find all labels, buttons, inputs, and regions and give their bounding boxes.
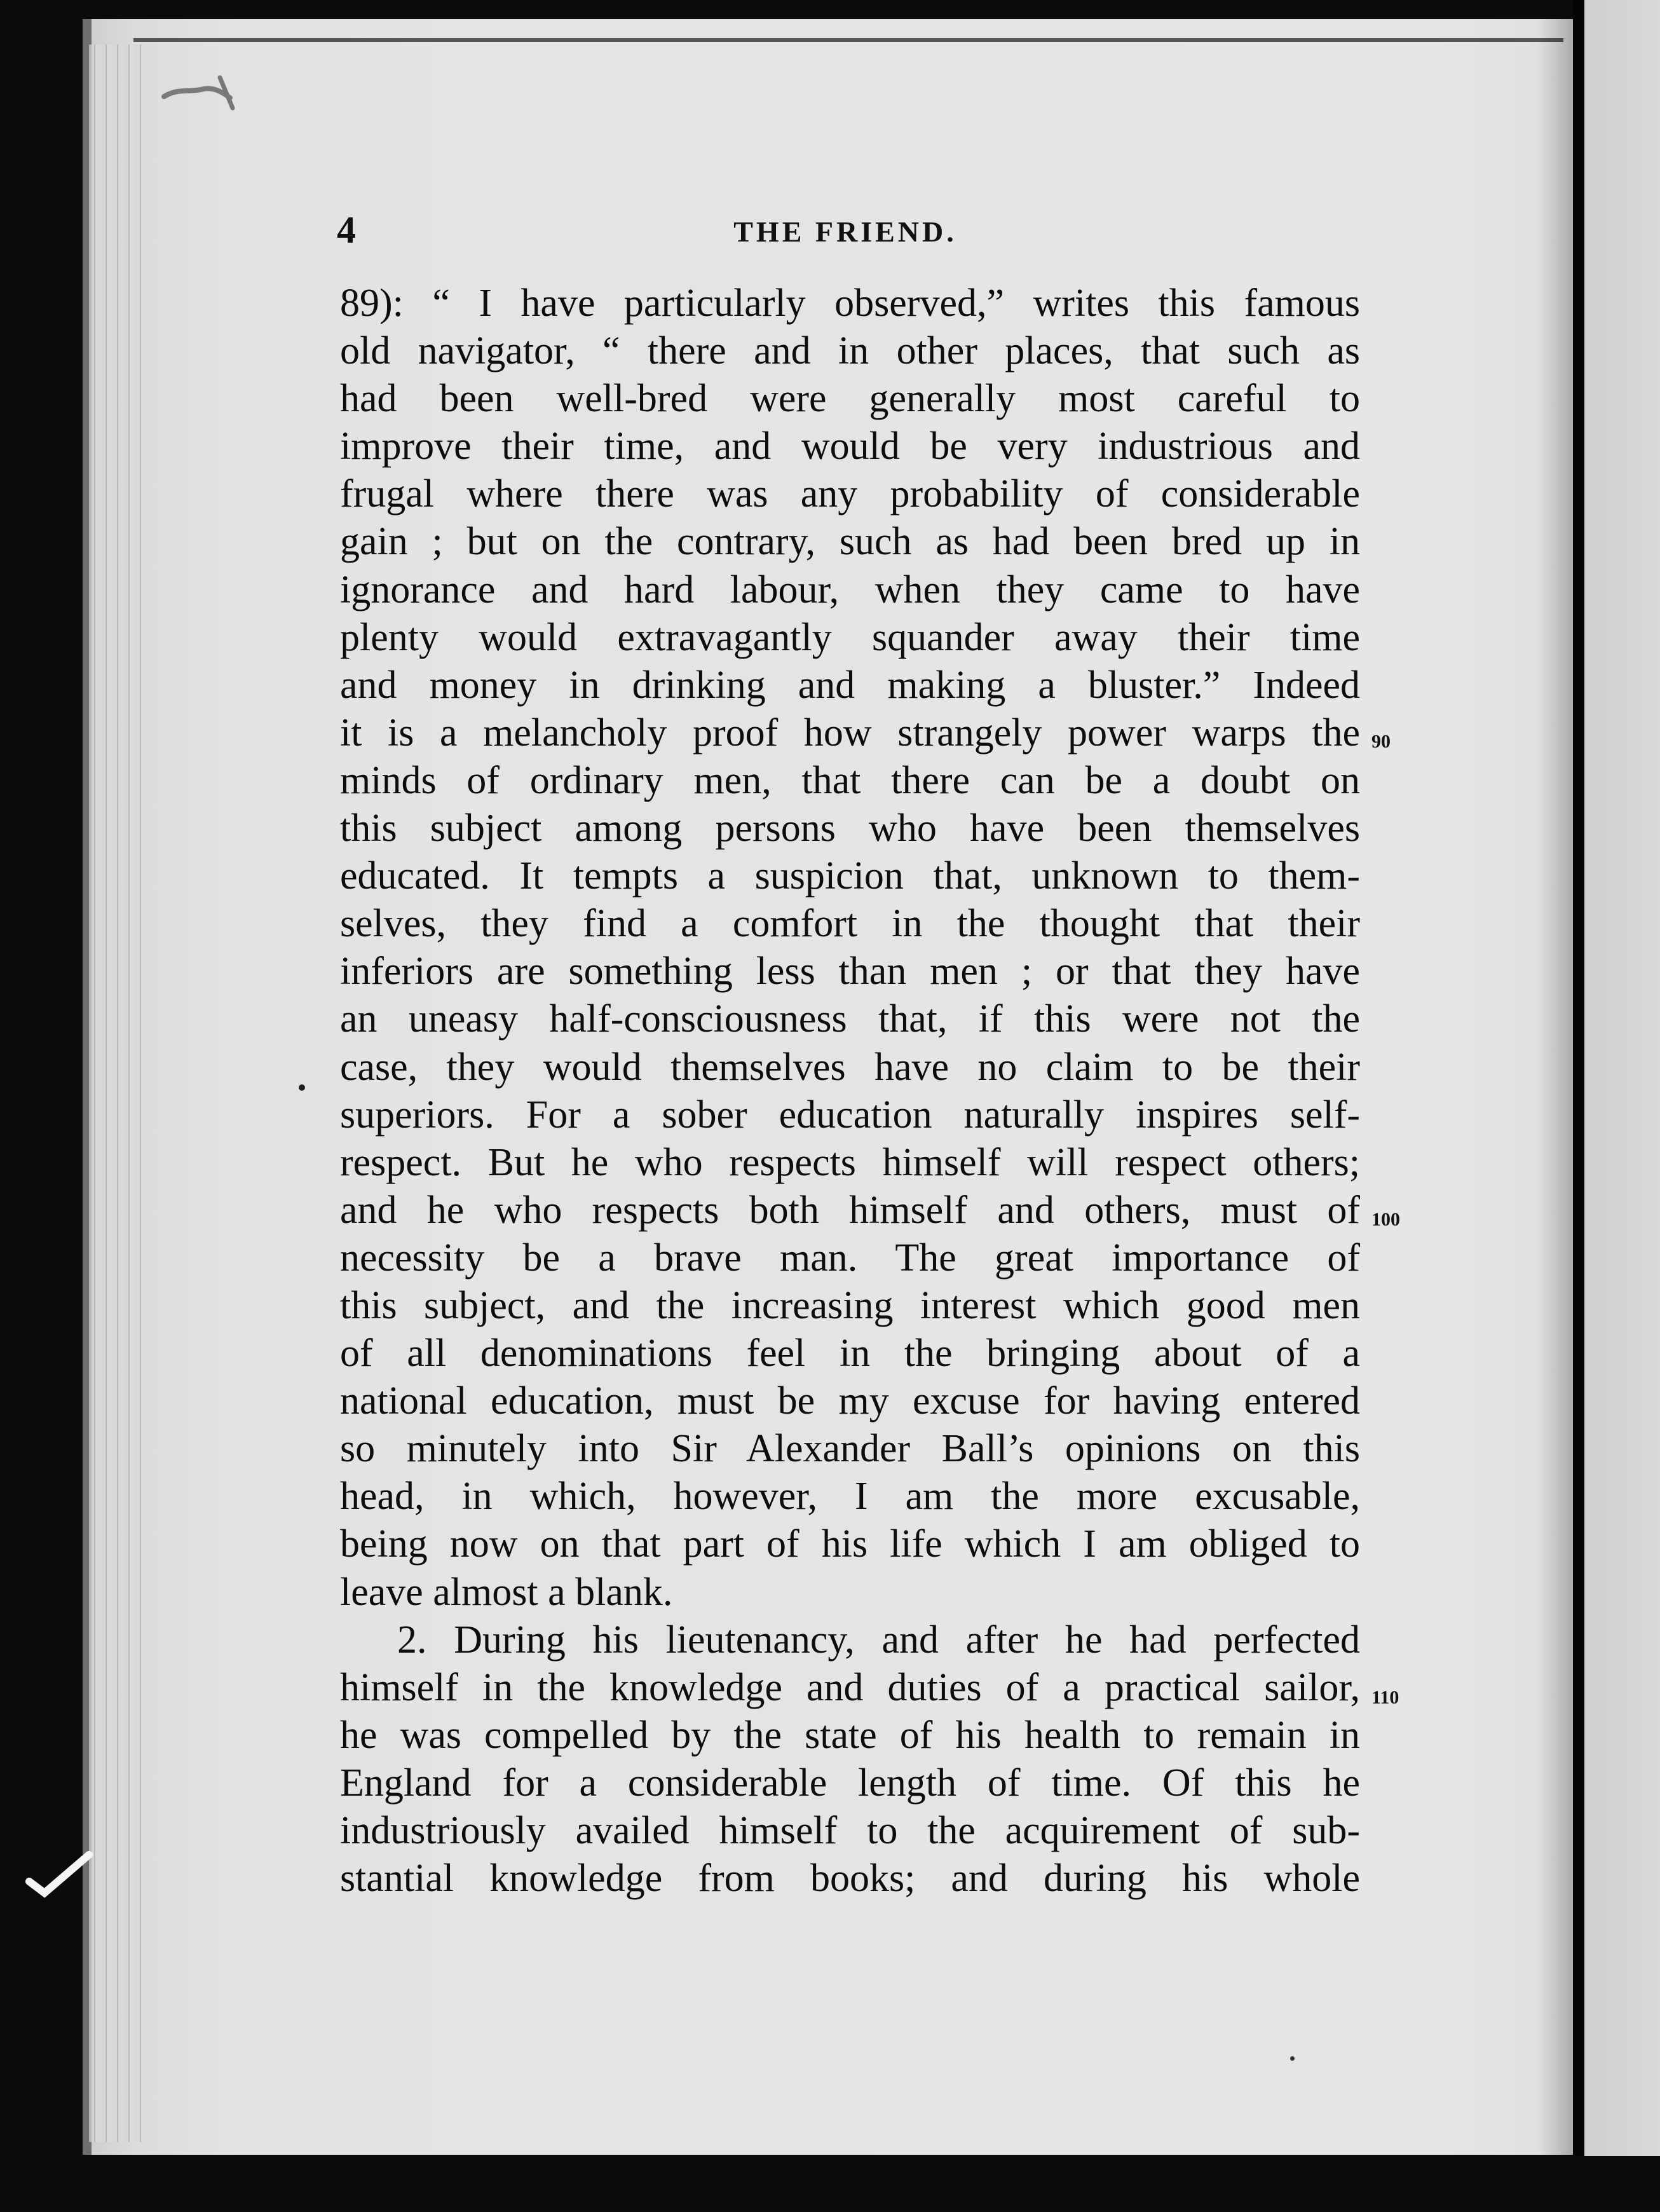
stray-ink-dot — [1290, 2056, 1295, 2061]
text-line: improve their time, and would be very industrious and — [340, 425, 1360, 468]
margin-line-number: 100 — [1371, 1209, 1400, 1230]
text-line: frugal where there was any probability of considerable — [340, 472, 1360, 516]
text-line: old navigator, “ there and in other places, that such as — [340, 329, 1360, 373]
running-head — [337, 208, 1354, 266]
text-line: inferiors are something less than men ; or that they have — [340, 950, 1360, 993]
text-line: industriously availed himself to the acquirement of sub- — [340, 1809, 1360, 1852]
page-title: THE FRIEND. — [733, 215, 957, 248]
text-line: England for a considerable length of time. Of this he — [340, 1761, 1360, 1805]
body-text — [340, 280, 1360, 1902]
text-line: 89): “ I have particularly observed,” writes this famous — [340, 282, 1360, 325]
text-line: stantial knowledge from books; and during his whole — [340, 1857, 1360, 1901]
text-line: and money in drinking and making a bluster.” Indeed — [340, 663, 1360, 707]
text-line: superiors. For a sober education naturally inspires self- — [340, 1093, 1360, 1137]
margin-line-number: 90 — [1371, 731, 1391, 752]
text-line: 2. During his lieutenancy, and after he had perfected — [397, 1618, 1360, 1662]
margin-line-number: 110 — [1371, 1687, 1399, 1708]
text-line: so minutely into Sir Alexander Ball’s opinions on this — [340, 1427, 1360, 1471]
text-line: had been well-bred were generally most careful to — [340, 377, 1360, 421]
text-line: educated. It tempts a suspicion that, unknown to them- — [340, 854, 1360, 898]
text-line: it is a melancholy proof how strangely power warps the — [340, 711, 1360, 754]
page-edges — [89, 44, 146, 2142]
text-line: gain ; but on the contrary, such as had been bred up in — [340, 520, 1360, 564]
text-line: ignorance and hard labour, when they came to have — [340, 568, 1360, 611]
pencil-mark-icon — [159, 70, 242, 121]
gutter-shadow — [1538, 19, 1576, 2161]
text-line: minds of ordinary men, that there can be a doubt on — [340, 758, 1360, 802]
text-line: himself in the knowledge and duties of a practical sailor, — [340, 1665, 1360, 1709]
scan-bottom-border — [0, 2156, 1660, 2212]
text-line: this subject, and the increasing interest which good men — [340, 1283, 1360, 1327]
text-line: he was compelled by the state of his health to remain in — [340, 1713, 1360, 1757]
text-line: of all denominations feel in the bringing about of a — [340, 1332, 1360, 1376]
text-line: selves, they find a comfort in the thought that their — [340, 902, 1360, 946]
text-line: being now on that part of his life which I am obliged to — [340, 1522, 1360, 1566]
facing-page-edge — [1573, 0, 1660, 2212]
text-line: an uneasy half-consciousness that, if this were not the — [340, 997, 1360, 1041]
text-line: case, they would themselves have no claim to be their — [340, 1045, 1360, 1089]
text-line: respect. But he who respects himself will respect others; — [340, 1140, 1360, 1184]
text-line: plenty would extravagantly squander away their time — [340, 615, 1360, 659]
text-line: leave almost a blank. — [340, 1570, 673, 1614]
page-number: 4 — [337, 209, 356, 251]
text-line: and he who respects both himself and others, must of — [340, 1188, 1360, 1232]
text-line: national education, must be my excuse for having entered — [340, 1379, 1360, 1423]
text-line: this subject among persons who have been themselves — [340, 807, 1360, 850]
text-line: necessity be a brave man. The great importance of — [340, 1236, 1360, 1280]
page-top-edge — [133, 38, 1563, 42]
stray-ink-dot — [299, 1084, 305, 1091]
check-mark-icon — [23, 1850, 99, 1901]
text-line: head, in which, however, I am the more excusable, — [340, 1475, 1360, 1519]
